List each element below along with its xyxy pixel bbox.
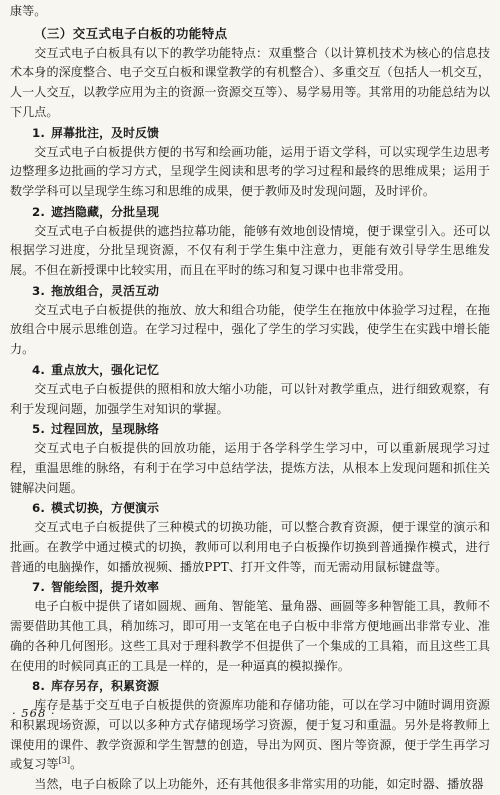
feature-4-number: 4. <box>32 362 46 377</box>
feature-3-title: 拖放组合，灵活互动 <box>51 283 160 298</box>
feature-8-number: 8. <box>32 679 46 694</box>
page-number: · 568 · <box>12 706 56 720</box>
feature-2-heading <box>10 202 490 222</box>
feature-3-heading <box>10 281 490 301</box>
feature-8-body-end: 。 <box>70 757 83 772</box>
feature-2-body: 交互式电子白板提供的遮挡拉幕功能，能够有效地创设情境，便于课堂引入。还可以根据学习进度，分批呈现资源，不仅有利于学生集中注意力，更能有效引导学生思维发展。不但在新授课中比较实用，而且在平时的练习和复习课中也非常受用。 <box>10 223 490 278</box>
feature-4-body: 交互式电子白板提供的照相和放大缩小功能，可以针对教学重点，进行细致观察，有利于发现问题，加强学生对知识的掌握。 <box>10 381 490 416</box>
feature-3-body: 交互式电子白板提供的拖放、放大和组合功能，使学生在拖放中体验学习过程，在拖放组合中展示思维创造。在学习过程中，强化了学生的学习实践，使学生在实践中增长能力。 <box>10 302 490 357</box>
feature-7-number: 7. <box>32 580 46 595</box>
feature-1-title: 屏幕批注，及时反馈 <box>51 125 160 140</box>
feature-4-title: 重点放大，强化记忆 <box>51 362 160 377</box>
feature-5-title: 过程回放，呈现脉络 <box>51 422 160 437</box>
feature-4-heading <box>10 360 490 380</box>
feature-6-number: 6. <box>32 501 46 516</box>
feature-8-body <box>10 696 490 775</box>
feature-7-heading <box>10 577 490 597</box>
section-title: （三）交互式电子白板的功能特点 <box>34 25 228 41</box>
citation-marker: [3] <box>58 756 71 766</box>
closing-paragraph: 当然，电子白板除了以上功能外，还有其他很多非常实用的功能，如定时器、播放器 <box>34 777 484 792</box>
feature-5-body: 交互式电子白板提供的回放功能，运用于各学科学生学习中，可以重新展现学习过程，重温思维的脉络，有利于在学习中总结学法，提炼方法，从根本上发现问题和抓住关键解决问题。 <box>10 441 490 495</box>
feature-1-body: 交互式电子白板提供方便的书写和绘画功能，运用于语文学科，可以实现学生边思考边整理多边批画的学习方式，呈现学生阅读和思考的学习过程和最终的思维成果；运用于数学学科可以呈现学生练习和思维的成果，便于教师及时发现问题，及时评价。 <box>10 144 490 198</box>
feature-6-heading <box>10 498 490 518</box>
feature-7-body: 电子白板中提供了诸如圆规、画角、智能笔、量角器、画圆等多种智能工具，教师不需要借助其他工具，稍加练习，即可用一支笔在电子白板中非常方便地画出非常专业、准确的各种几何图形。这些工具对于理科教学不但提供了一个集成的工具箱，而且这些工具在使用的时候同真正的工具是一样的，是一种逼真的模拟操作。 <box>10 599 490 673</box>
feature-8-title: 库存另存，积累资源 <box>51 679 160 694</box>
feature-2-number: 2. <box>32 204 46 219</box>
feature-1-number: 1. <box>32 125 46 140</box>
feature-7-title: 智能绘图，提升效率 <box>51 580 160 595</box>
feature-6-body: 交互式电子白板提供了三种模式的切换功能，可以整合教育资源，便于课堂的演示和批画。在教学中通过模式的切换，教师可以利用电子白板操作切换到普通操作模式，进行普通的电脑操作，如播放视频、播放PPT、打开文件等，而无需动用鼠标键盘等。 <box>10 520 490 574</box>
feature-6-title: 模式切换，方便演示 <box>51 501 160 516</box>
feature-8-heading <box>10 676 490 696</box>
feature-2-title: 遮挡隐藏，分批呈现 <box>51 204 160 219</box>
feature-5-heading <box>10 419 490 439</box>
page <box>0 2 500 792</box>
feature-8-body-text: 库存是基于交互电子白板提供的资源库功能和存储功能，可以在学习中随时调用资源和积累现场资源，可以以多种方式存储现场学习资源，便于复习和重温。另外是将教师上课使用的课件、教学资源和学生智慧的创造，导出为网页、图片等资源，便于学生再学习或复习等 <box>10 698 490 772</box>
feature-1-heading <box>10 123 490 143</box>
feature-5-number: 5. <box>32 422 46 437</box>
top-fragment: 康等。 <box>10 4 47 18</box>
feature-3-number: 3. <box>32 283 46 298</box>
intro-paragraph: 交互式电子白板具有以下的教学功能特点：双重整合（以计算机技术为核心的信息技术本身的深度整合、电子交互白板和课堂教学的有机整合）、多重交互（包括人一机交互，人一人交互，以教学应用为主的资源一资源交互等）、易学易用等。其常用的功能总结为以下几点。 <box>10 45 490 119</box>
